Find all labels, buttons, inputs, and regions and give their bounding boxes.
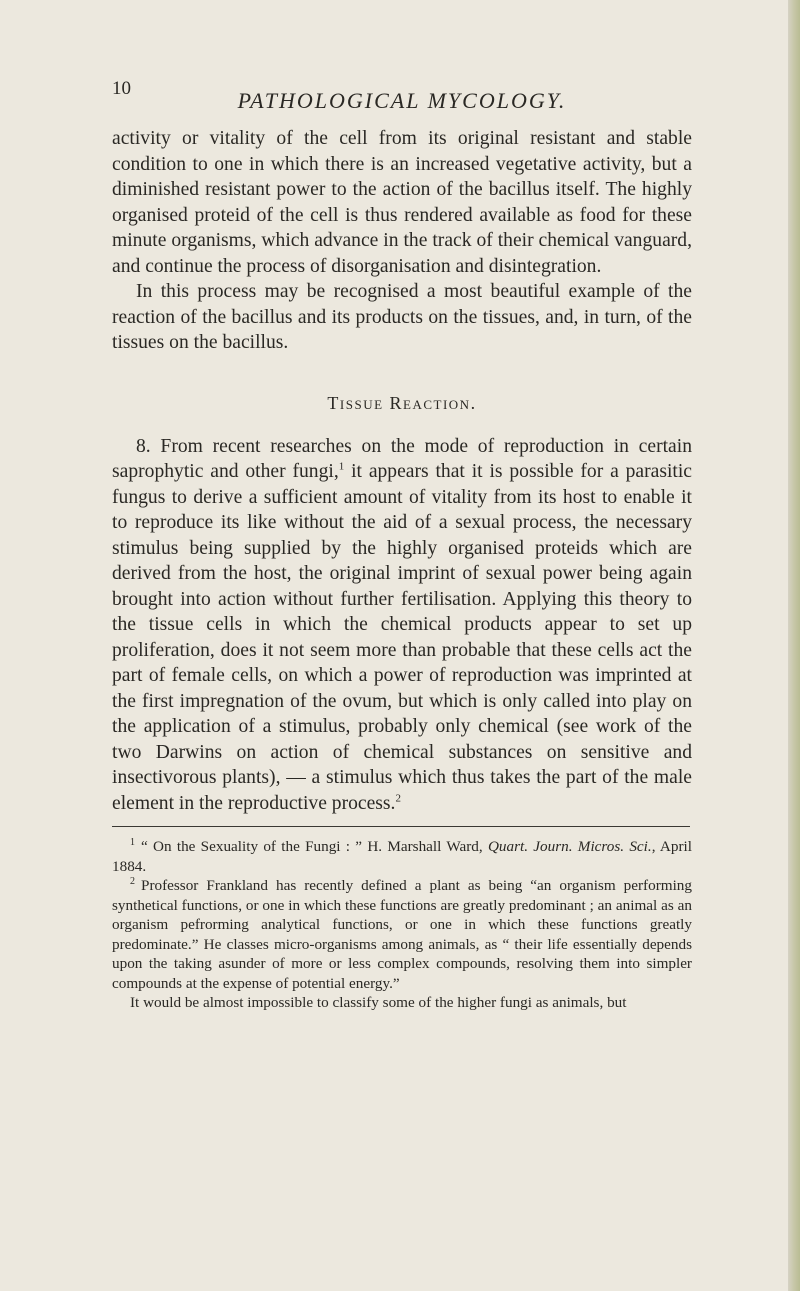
footnote-2 [112,876,692,993]
paragraph-3-part-a: 8. From recent researches on the mode of reproduction in certain saprophytic and other fungi, [112,435,692,482]
footnote-ref-1: 1 [338,460,345,473]
paragraph-2: In this process may be recognised a most beautiful example of the reaction of the bacillus and its products on the tissues, and, in turn, of the tissues on the bacillus. [112,281,692,353]
running-title: PATHOLOGICAL MYCOLOGY. [237,88,567,113]
footnote-1-text-b: , April 1884. [112,838,692,875]
footnote-1 [112,837,692,876]
footnote-1-text-a: “ On the Sexuality of the Fungi : ” H. Marshall Ward, [141,838,488,855]
footnote-ref-2: 2 [395,791,401,804]
footnote-1-journal: Quart. Journ. Micros. Sci. [487,838,652,855]
section-heading: Tissue Reaction. [327,392,477,413]
page-edge [788,0,800,1291]
footnote-1-number: 1 [130,836,135,848]
footnote-2-number: 2 [130,875,135,887]
page-number: 10 [112,78,131,99]
page-header [112,78,692,122]
footnote-continuation: It would be almost impossible to classify some of the higher fungi as animals, but [130,994,627,1011]
paragraph-3-part-b: it appears that it is possible for a parasitic fungus to derive a sufficient amount of vitality from its host to enable it to reproduce its like without the aid of a sexual process, the necessary stimulus being supplied by the highly organised proteids which are derived from the host, the original imprint of sexual power being again brought into action without further fertilisation. Applying this theory to the tissue cells in which the chemical products appear to set up proliferation, does it not seem more than probable that these cells act the part of female cells, on which a power of reproduction was imprinted at the first impregnation of the ovum, but which is only called into play on the application of a stimulus, probably only chemical (see work of the two Darwins on action of chemical substances on sensitive and insectivorous plants), — a stimulus which thus takes the part of the male element in the reproductive process. [112,461,693,814]
footnote-2-text: Professor Frankland has recently defined a plant as being “an organism performing synthetical functions, or one in which these functions are greatly predominant ; an animal as an organism pefrorming analytical functions, or one in which these functions greatly predominate.” He classes micro-organisms among animals, as “ their life essentially depends upon the taking asunder of more or less complex compounds, resolving them into simpler compounds at the expense of potential energy.” [112,877,692,992]
paragraph-3 [112,434,692,817]
paragraph-1: activity or vitality of the cell from its original resistant and stable condition to one in which there is an increased vegetative activity, but a diminished resistant power to the action of the bacillus itself. The highly organised proteid of the cell is thus rendered available as food for these minute organisms, which advance in the track of their chemical vanguard, and continue the process of disorganisation and disintegration. [112,128,692,277]
footnotes [112,837,692,1013]
footnote-divider [112,826,690,827]
body-text [112,126,692,1013]
